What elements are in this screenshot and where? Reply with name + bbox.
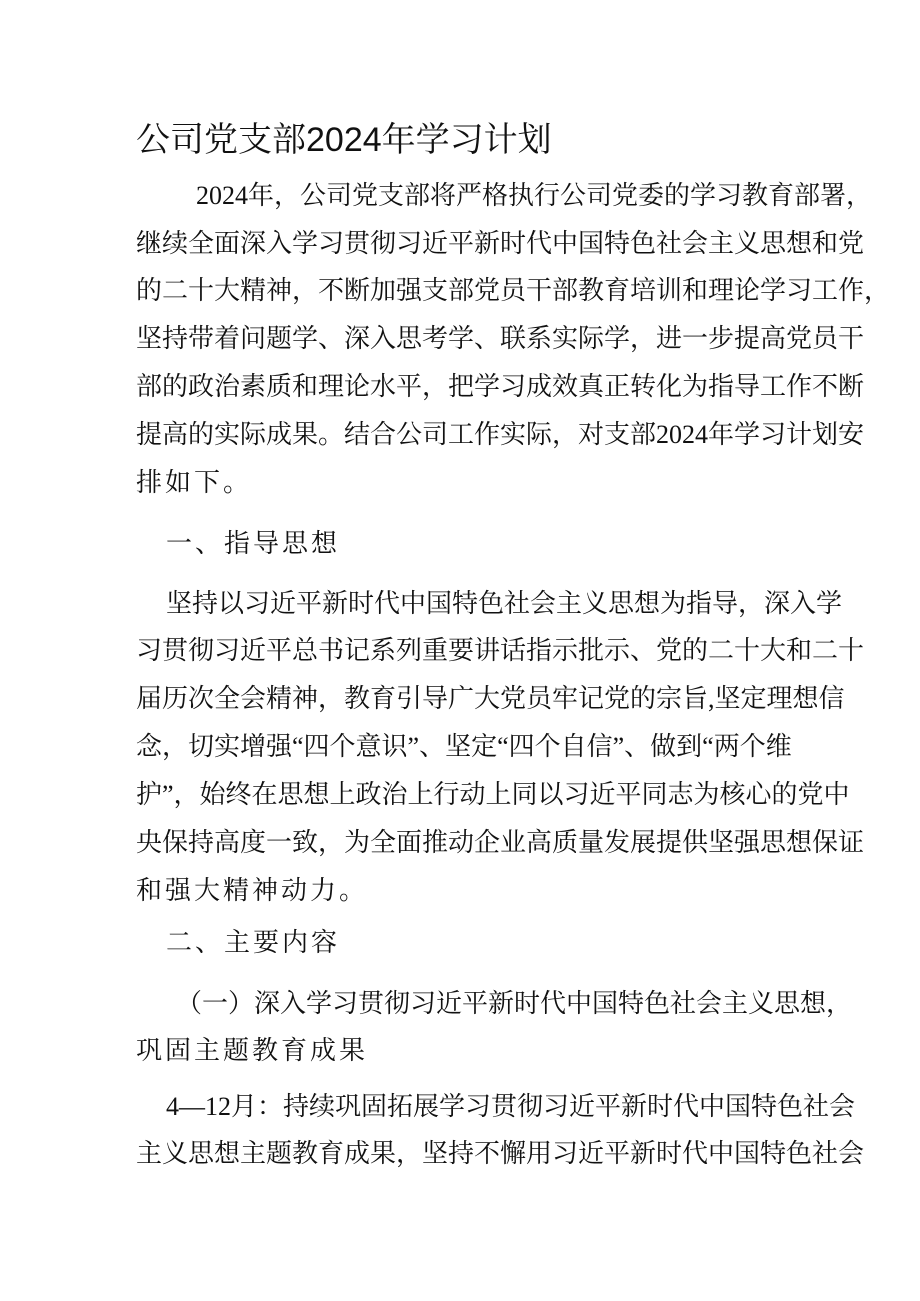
section1-line: 坚持以习近平新时代中国特色社会主义思想为指导，深入学 xyxy=(166,589,843,618)
subsection-heading-line: 巩固主题教育成果 xyxy=(136,1036,369,1065)
intro-line: 排如下。 xyxy=(136,468,253,497)
section-heading: 二、主要内容 xyxy=(166,928,341,957)
intro-line: 的二十大精神，不断加强支部党员干部教育培训和理论学习工作， xyxy=(136,276,891,305)
intro-line: 2024年，公司党支部将严格执行公司党委的学习教育部署， xyxy=(196,181,873,210)
intro-line: 提高的实际成果。结合公司工作实际，对支部2024年学习计划安 xyxy=(136,420,865,449)
section1-line: 和强大精神动力。 xyxy=(136,876,369,905)
section1-line: 届历次全会精神，教育引导广大党员牢记党的宗旨,坚定理想信 xyxy=(136,684,845,713)
section1-line: 护”，始终在思想上政治上行动上同以习近平同志为核心的党中 xyxy=(136,780,850,809)
intro-line: 坚持带着问题学、深入思考学、联系实际学，进一步提高党员干 xyxy=(136,324,865,353)
schedule-line: 4—12月：持续巩固拓展学习贯彻习近平新时代中国特色社会 xyxy=(166,1092,856,1121)
section1-line: 习贯彻习近平总书记系列重要讲话指示批示、党的二十大和二十 xyxy=(136,636,865,665)
subsection-heading-line: （一）深入学习贯彻习近平新时代中国特色社会主义思想， xyxy=(176,989,853,1018)
schedule-line: 主义思想主题教育成果，坚持不懈用习近平新时代中国特色社会 xyxy=(136,1139,865,1168)
section-heading: 一、指导思想 xyxy=(166,529,341,558)
intro-line: 继续全面深入学习贯彻习近平新时代中国特色社会主义思想和党 xyxy=(136,229,865,258)
section1-line: 央保持高度一致，为全面推动企业高质量发展提供坚强思想保证 xyxy=(136,828,865,857)
intro-line: 部的政治素质和理论水平，把学习成效真正转化为指导工作不断 xyxy=(136,372,865,401)
section1-line: 念，切实增强“四个意识”、坚定“四个自信”、做到“两个维 xyxy=(136,732,792,761)
document-title: 公司党支部2024年学习计划 xyxy=(136,121,552,159)
